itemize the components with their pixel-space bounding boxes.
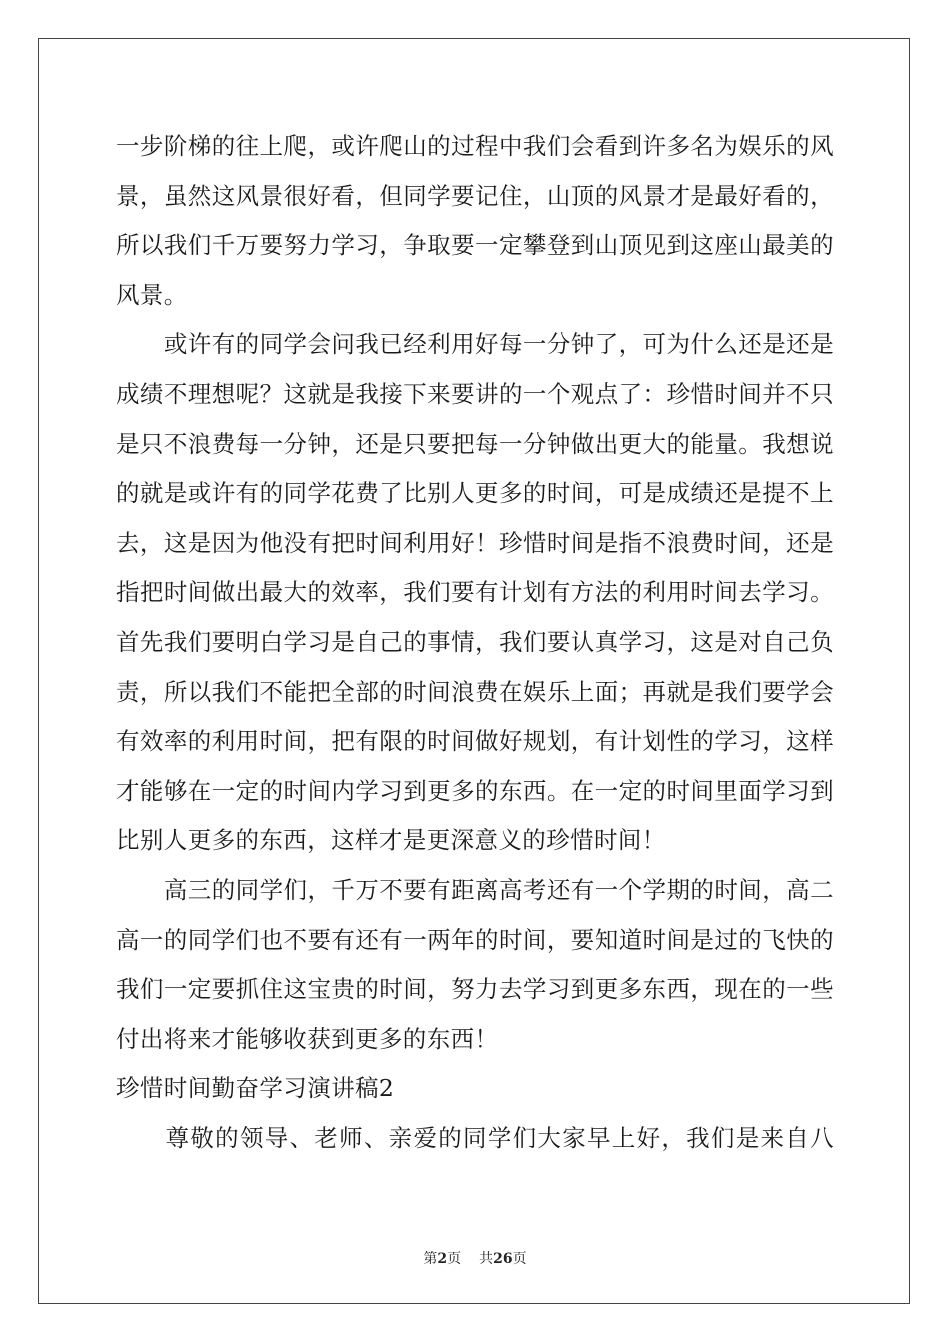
total-label-unit: 页 xyxy=(512,1251,527,1267)
section-heading: 珍惜时间勤奋学习演讲稿2 xyxy=(116,1074,395,1103)
text-line: 尊敬的领导、老师、亲爱的同学们大家早上好，我们是来自八 xyxy=(116,1123,834,1152)
page-label-unit: 页 xyxy=(447,1251,462,1267)
text-line: 才能够在一定的时间内学习到更多的东西。在一定的时间里面学习到 xyxy=(116,776,834,805)
document-body xyxy=(116,122,834,1163)
page-label-prefix: 第 xyxy=(423,1251,438,1267)
current-page-number: 2 xyxy=(437,1251,448,1267)
text-line: 是只不浪费每一分钟，还是只要把每一分钟做出更大的能量。我想说 xyxy=(116,429,834,458)
text-line: 所以我们千万要努力学习，争取要一定攀登到山顶见到这座山最美的 xyxy=(116,231,834,260)
total-label-prefix: 共 xyxy=(479,1251,494,1267)
text-line: 景，虽然这风景很好看，但同学要记住，山顶的风景才是最好看的， xyxy=(116,181,834,210)
text-line: 风景。 xyxy=(116,280,188,309)
text-line: 一步阶梯的往上爬，或许爬山的过程中我们会看到许多名为娱乐的风 xyxy=(116,132,834,160)
text-line: 或许有的同学会问我已经利用好每一分钟了，可为什么还是还是 xyxy=(116,330,834,359)
page-footer xyxy=(0,1248,950,1268)
text-line: 高一的同学们也不要有还有一两年的时间，要知道时间是过的飞快的 xyxy=(116,925,834,954)
text-line: 责，所以我们不能把全部的时间浪费在娱乐上面；再就是我们要学会 xyxy=(116,677,834,706)
text-line: 有效率的利用时间，把有限的时间做好规划，有计划性的学习，这样 xyxy=(116,727,834,756)
text-line: 比别人更多的东西，这样才是更深意义的珍惜时间！ xyxy=(116,826,666,855)
text-line: 我们一定要抓住这宝贵的时间，努力去学习到更多东西，现在的一些 xyxy=(116,975,834,1004)
text-line: 成绩不理想呢？这就是我接下来要讲的一个观点了：珍惜时间并不只 xyxy=(116,379,834,408)
text-line: 的就是或许有的同学花费了比别人更多的时间，可是成绩还是提不上 xyxy=(116,479,834,508)
text-line: 付出将来才能够收获到更多的东西！ xyxy=(116,1024,499,1053)
total-page-number: 26 xyxy=(493,1251,513,1267)
text-line: 高三的同学们，千万不要有距离高考还有一个学期的时间，高二 xyxy=(116,875,834,904)
text-line: 指把时间做出最大的效率，我们要有计划有方法的利用时间去学习。 xyxy=(116,578,834,607)
text-line: 首先我们要明白学习是自己的事情，我们要认真学习，这是对自己负 xyxy=(116,627,834,656)
text-line: 去，这是因为他没有把时间利用好！珍惜时间是指不浪费时间，还是 xyxy=(116,528,834,557)
